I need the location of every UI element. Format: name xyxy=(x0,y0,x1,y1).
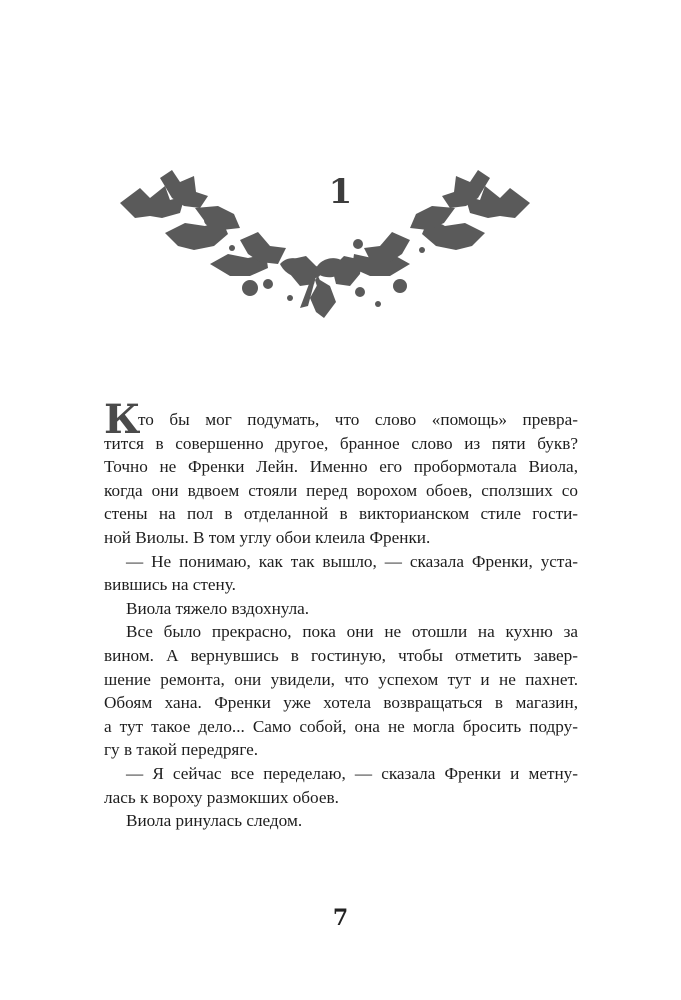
text-line: вившись на стену. xyxy=(104,575,236,595)
drop-cap: К xyxy=(104,396,141,443)
text-line: Виола ринулась следом. xyxy=(126,811,303,831)
text-line: шение ремонта, они увидели, что успехом тут и не пахнет. xyxy=(104,669,578,689)
text-line: Виола тяжело вздохнула. xyxy=(126,598,310,618)
text-line: стены на пол в отделанной в викторианском стиле гости- xyxy=(104,504,578,524)
text-line: ной Виолы. В том углу обои клеила Френки. xyxy=(104,527,431,547)
text-line: когда они вдвоем стояли перед ворохом обоев, сползших со xyxy=(104,480,578,500)
page-number: 7 xyxy=(332,905,349,931)
text-line: тится в совершенно другое, бранное слово из пяти букв? xyxy=(104,433,578,453)
text-line: лась к вороху размокших обоев. xyxy=(104,787,339,807)
chapter-text xyxy=(104,396,578,833)
text-line: Все было прекрасно, пока они не отошли на кухню за xyxy=(126,622,578,642)
text-line: вином. А вернувшись в гостиную, чтобы отметить завер- xyxy=(104,645,578,665)
text-line: К то бы мог подумать, что слово «помощь» превра- xyxy=(104,396,578,443)
text-line: — Не понимаю, как так вышло, — сказала Френки, уста- xyxy=(126,551,578,571)
text-line: а тут такое дело... Само собой, она не могла бросить подру- xyxy=(104,716,578,736)
text-line: — Я сейчас все переделаю, — сказала Френки и метну- xyxy=(126,763,578,783)
text-line: Точно не Френки Лейн. Именно его пробормотала Виола, xyxy=(104,457,578,477)
chapter-number: 1 xyxy=(328,172,353,212)
text-line: Обоям хана. Френки уже хотела возвращаться в магазин, xyxy=(104,693,578,713)
text-line: гу в такой передряге. xyxy=(104,740,259,760)
